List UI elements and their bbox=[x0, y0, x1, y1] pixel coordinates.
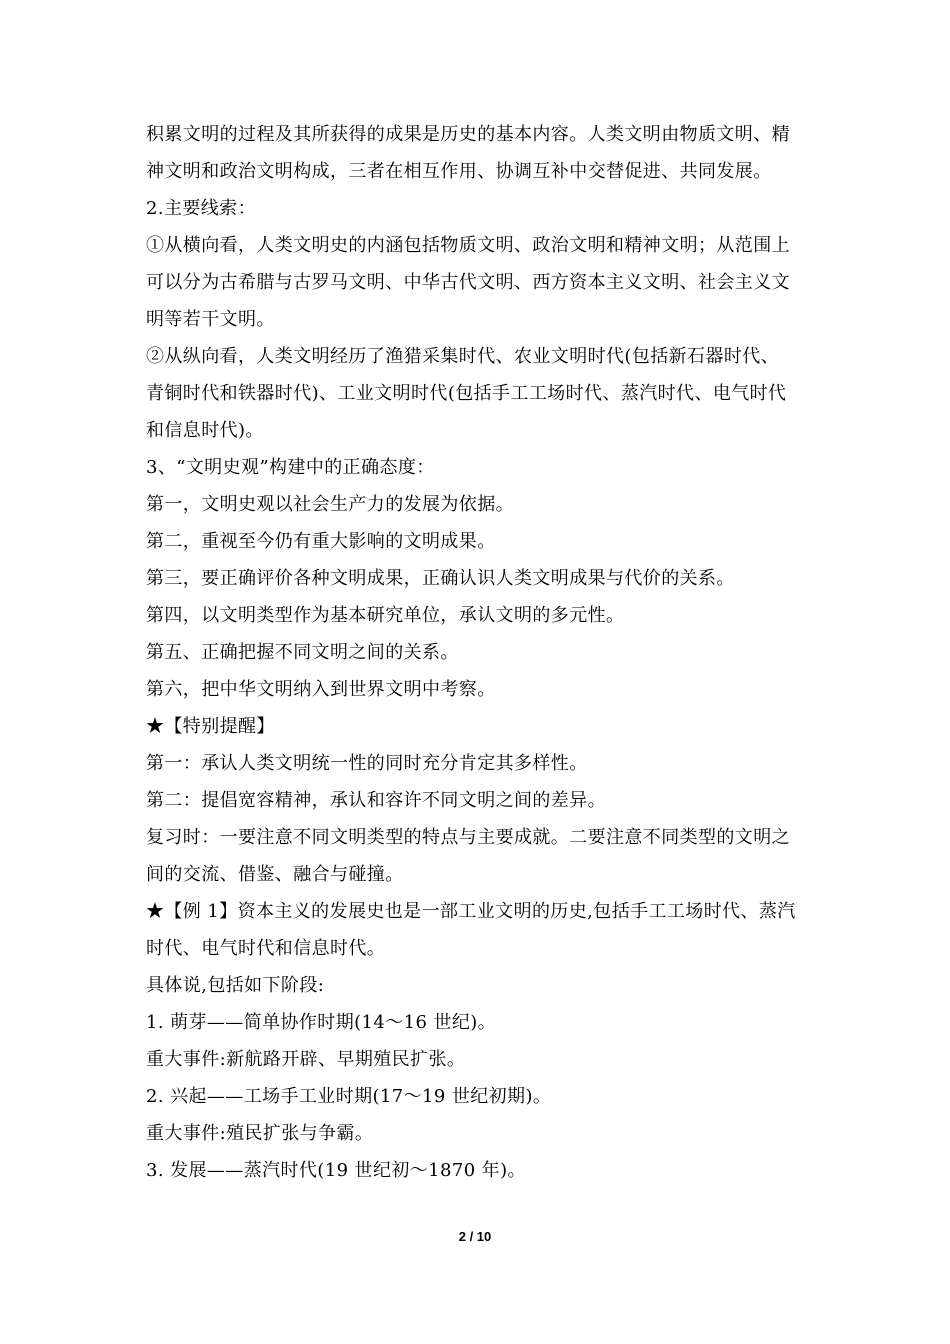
list-item: 1. 萌芽——简单协作时期(14～16 世纪)。 bbox=[146, 1012, 497, 1033]
list-item: 3. 发展——蒸汽时代(19 世纪初～1870 年)。 bbox=[146, 1160, 526, 1181]
text-line: 重大事件:新航路开辟、早期殖民扩张。 bbox=[146, 1049, 466, 1070]
text-line: 第六，把中华文明纳入到世界文明中考察。 bbox=[146, 679, 496, 700]
text-line: 具体说,包括如下阶段: bbox=[146, 975, 325, 996]
text-line: 时代、电气时代和信息时代。 bbox=[146, 938, 386, 959]
text-line: 第三，要正确评价各种文明成果，正确认识人类文明成果与代价的关系。 bbox=[146, 568, 735, 589]
example-heading: ★【例 1】资本主义的发展史也是一部工业文明的历史,包括手工工场时代、蒸汽 bbox=[146, 901, 796, 922]
text-line: 第一：承认人类文明统一性的同时充分肯定其多样性。 bbox=[146, 753, 588, 774]
text-line: 第一，文明史观以社会生产力的发展为依据。 bbox=[146, 494, 514, 515]
text-line: 第二，重视至今仍有重大影响的文明成果。 bbox=[146, 531, 496, 552]
text-line: 可以分为古希腊与古罗马文明、中华古代文明、西方资本主义文明、社会主义文 bbox=[146, 272, 790, 293]
section-heading: 2.主要线索： bbox=[146, 198, 256, 219]
text-line: 青铜时代和铁器时代)、工业文明时代(包括手工工场时代、蒸汽时代、电气时代 bbox=[146, 383, 787, 404]
text-line: 和信息时代)。 bbox=[146, 420, 264, 441]
text-line: ②从纵向看，人类文明经历了渔猎采集时代、农业文明时代(包括新石器时代、 bbox=[146, 346, 780, 367]
reminder-heading: ★【特别提醒】 bbox=[146, 716, 275, 737]
document-body bbox=[146, 116, 816, 1189]
text-line: 积累文明的过程及其所获得的成果是历史的基本内容。人类文明由物质文明、精 bbox=[146, 124, 790, 145]
page-number: 2 / 10 bbox=[458, 1229, 492, 1244]
text-line: 复习时：一要注意不同文明类型的特点与主要成就。二要注意不同类型的文明之 bbox=[146, 827, 790, 848]
section-heading: 3、“文明史观”构建中的正确态度： bbox=[146, 457, 435, 478]
text-line: 神文明和政治文明构成，三者在相互作用、协调互补中交替促进、共同发展。 bbox=[146, 161, 772, 182]
text-line: ①从横向看，人类文明史的内涵包括物质文明、政治文明和精神文明；从范围上 bbox=[146, 235, 790, 256]
text-line: 第二：提倡宽容精神，承认和容许不同文明之间的差异。 bbox=[146, 790, 606, 811]
text-line: 重大事件:殖民扩张与争霸。 bbox=[146, 1123, 374, 1144]
text-line: 间的交流、借鉴、融合与碰撞。 bbox=[146, 864, 404, 885]
text-line: 第五、正确把握不同文明之间的关系。 bbox=[146, 642, 459, 663]
text-line: 明等若干文明。 bbox=[146, 309, 275, 330]
text-line: 第四，以文明类型作为基本研究单位，承认文明的多元性。 bbox=[146, 605, 625, 626]
list-item: 2. 兴起——工场手工业时期(17～19 世纪初期)。 bbox=[146, 1086, 552, 1107]
